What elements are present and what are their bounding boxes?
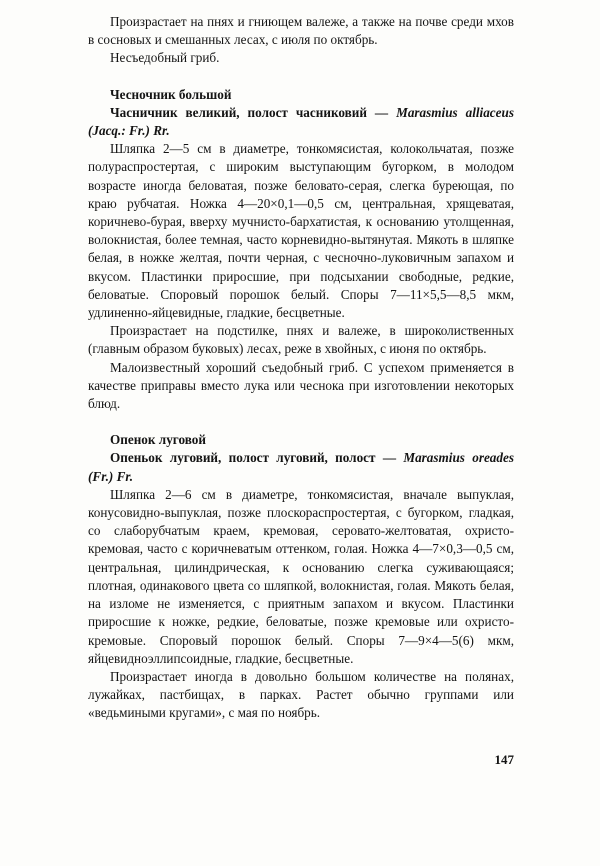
species-edibility-garlic-mushroom: Малоизвестный хороший съедобный гриб. С успехом применяется в качестве приправы вместо лука или чеснока при изготовлении некоторых блюд. [88,359,514,412]
intro-edibility-paragraph: Несъедобный гриб. [110,50,220,66]
species-heading-fairy-ring-mushroom: Опенок луговой [110,432,206,448]
page-number: 147 [494,752,514,767]
species-description-fairy-ring-mushroom: Шляпка 2—6 см в диаметре, тонкомясистая, вначале выпуклая, конусовидно-выпуклая, позже плоскораспростертая, с бугорком, гладкая, со слаборубчатым краем, кремовая, серовато-желтоватая, охристо-кремовая, часто с коричневатым оттенком, голая. Ножка 4—7×0,3—0,5 см, центральная, цилиндрическая, к основанию слегка суживающаяся; плотная, одинакового цвета со шляпкой, волокнистая, голая. Мякоть белая, на изломе не изменяется, с приятным запахом и вкусом. Пластинки приросшие к ножке, редкие, беловатые, позже кремовые или охристо-кремовые. Споровый порошок белый. Споры 7—9×4—5(6) мкм, яйцевидноэллипсоидные, гладкие, бесцветные. [88,486,514,666]
species-synonyms-garlic-mushroom [88,104,514,140]
synonyms-text: Опеньок луговий, полост луговий, полост — [110,450,404,466]
species-synonyms-fairy-ring-mushroom [88,449,514,485]
latin-name: Marasmius oreades (Fr.) Fr. [88,450,514,484]
intro-habitat-paragraph: Произрастает на пнях и гниющем валеже, а также на почве среди мхов в сосновых и смешанных лесах, с июля по октябрь. [88,14,514,48]
species-heading-garlic-mushroom: Чесночник большой [110,86,232,102]
latin-name: Marasmius alliaceus (Jacq.: Fr.) Rr. [88,104,514,139]
species-habitat-fairy-ring-mushroom: Произрастает иногда в довольно большом количестве на полянах, лужайках, пастбищах, в парках. Растет обычно группами или «ведьмиными кругами», с мая по ноябрь. [88,668,514,721]
species-description-garlic-mushroom: Шляпка 2—5 см в диаметре, тонкомясистая, колокольчатая, позже полураспростертая, с широким выступающим бугорком, в молодом возрасте иногда беловатая, позже беловато-серая, слегка буреющая, по краю рубчатая. Ножка 4—20×0,1—0,5 см, центральная, хрящеватая, коричнево-бурая, вверху мучнисто-бархатистая, к основанию утолщенная, волокнистая, более темная, часто корневидно-вытянутая. Мякоть в шляпке белая, в ножке желтая, почти черная, с чесночно-луковичным запахом и вкусом. Пластинки приросшие, при подсыхании свободные, редкие, беловатые. Споровый порошок белый. Споры 7—11×5,5—8,5 мкм, удлиненно-яйцевидные, гладкие, бесцветные. [88,141,514,321]
species-habitat-garlic-mushroom: Произрастает на подстилке, пнях и валеже, в широколиственных (главным образом буковых) лесах, реже в хвойных, с июня по октябрь. [88,323,514,357]
page-text [88,13,514,723]
synonyms-text: Часничник великий, полост часниковий — [110,104,397,120]
